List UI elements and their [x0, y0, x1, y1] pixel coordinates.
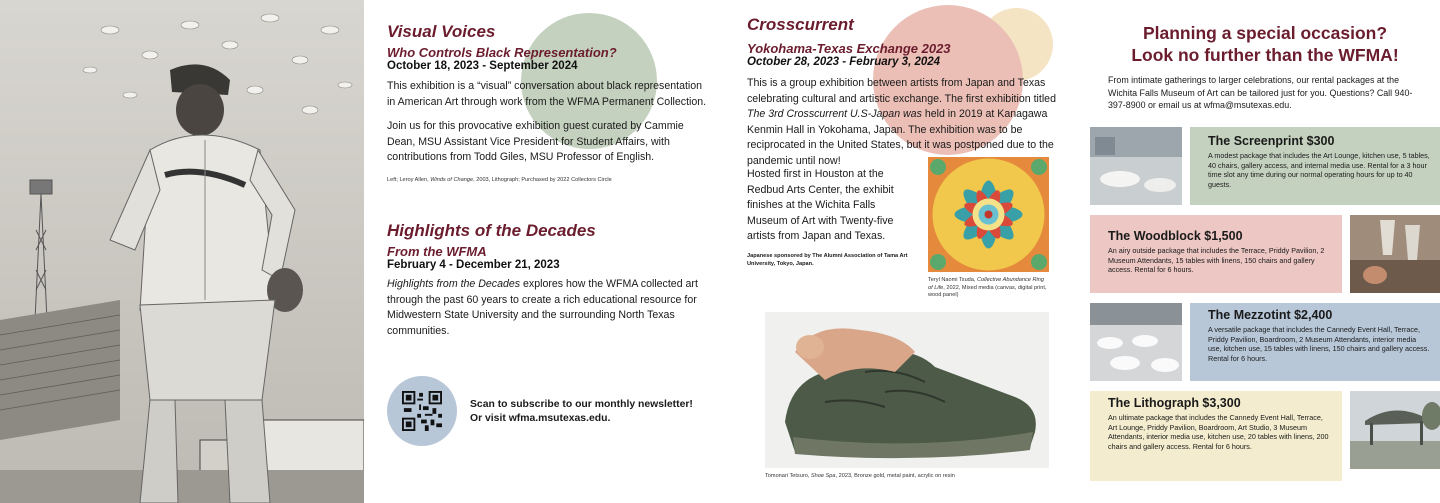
rentals-heading-line2: Look no further than the WFMA! [1131, 45, 1399, 65]
crosscurrent-para1: This is a group exhibition between artists from Japan and Texas celebrating cultural and artistic exchange. The first exhibition titled The 3rd Crosscurrent U.S-Japan was held in 2019 at Kanagawa Kenmin Hall in Yokohama, Japan. The exhibition was to be reciprocated in the United States, but it was postponed due to the pandemic until now! [747, 77, 1056, 167]
rental-photo-art-lounge [1090, 127, 1182, 205]
highlights-dates: February 4 - December 21, 2023 [387, 259, 560, 271]
mandala-artwork [928, 157, 1049, 272]
newsletter-text [470, 398, 720, 426]
rentals-heading [1090, 22, 1440, 66]
visual-voices-para2: Join us for this provocative exhibition guest curated by Cammie Dean, MSU Assistant Vice President for Student Affairs, with contributions from Todd Giles, MSU Professor of English. [387, 120, 684, 163]
rental-card-screenprint[interactable] [1190, 127, 1440, 205]
visual-voices-subtitle: Who Controls Black Representation? [387, 45, 617, 60]
crosscurrent-para2: Hosted first in Houston at the Redbud Arts Center, the exhibit finishes at the Wichita Falls Museum of Art with Twenty-five artists from Japan and Texas. [747, 168, 894, 242]
shoe-caption: Tomonari Tetsuro, Shoe Spa, 2023, Bronze gold, metal paint, acrylic on resin [765, 473, 955, 479]
crosscurrent-title: Crosscurrent [747, 15, 854, 34]
lithograph-illustration [0, 0, 364, 503]
crosscurrent-section [747, 15, 1065, 169]
newsletter-line2[interactable]: Or visit wfma.msutexas.edu. [470, 413, 611, 424]
rental-desc: An ultimate package that includes the Cannedy Event Hall, Terrace, Art Lounge, Priddy Pavilion, Boardroom, Art Studio, 3 Museum Attendants, interior media use, kitchen use, 20 tables with linens, 200 chairs and gallery access. Rental for 6 hours. [1108, 413, 1329, 451]
rental-photo-pavilion [1350, 391, 1440, 469]
baseball-player-illustration [0, 0, 364, 503]
newsletter-line1: Scan to subscribe to our monthly newsletter! [470, 399, 693, 410]
rental-title: The Mezzotint $2,400 [1208, 308, 1333, 322]
visual-voices-caption: Left; Leroy Allen, Winds of Change, 2003, Lithograph; Purchased by 2022 Collectors Circle [387, 176, 612, 183]
mandala-svg [928, 157, 1049, 272]
qr-code-icon[interactable] [402, 391, 442, 431]
rental-card-lithograph[interactable] [1090, 391, 1342, 481]
mandala-caption: Teryl Naomi Tsuda, Collective Abundance Ring of Life, 2022, Mixed media (canvas, digital print, wood panel) [928, 277, 1047, 298]
rental-title: The Woodblock $1,500 [1108, 229, 1243, 243]
highlights-title: Highlights of the Decades [387, 221, 596, 240]
rental-photo-event-hall [1090, 303, 1182, 381]
rental-desc: A versatile package that includes the Cannedy Event Hall, Terrace, Priddy Pavilion, Boardroom, 2 Museum Attendants, interior media use, kitchen use, 15 tables with linens, 150 chairs and gallery access. Rental for 6 hours. [1208, 325, 1430, 363]
crosscurrent-subtitle: Yokohama-Texas Exchange 2023 [747, 41, 951, 56]
rental-title: The Screenprint $300 [1208, 134, 1335, 148]
rental-desc: An airy outside package that includes the Terrace, Priddy Pavilion, 2 Museum Attendants, 15 tables with linens, 150 chairs and gallery access. Rental for 6 hours. [1108, 246, 1325, 275]
bronze-shoe-sculpture [765, 312, 1049, 468]
rental-desc: A modest package that includes the Art Lounge, kitchen use, 5 tables, 40 chairs, gallery access, and internal media use. Rental for a 3 hour time slot any time during our normal operating hours for up to 40 guests. [1208, 151, 1430, 189]
highlights-para: Highlights from the Decades explores how the WFMA collected art through the past 60 years to create a rich educational resource for Midwestern State University and the surrounding North Texas communities. [387, 278, 698, 337]
highlights-section [387, 221, 712, 339]
visual-voices-dates: October 18, 2023 - September 2024 [387, 60, 578, 72]
rentals-intro: From intimate gatherings to larger celebrations, our rental packages at the Wichita Falls Museum of Art can be tailored just for you. Questions? Call 940-397-8900 or email us at wfma@msutexas.edu. [1108, 75, 1413, 111]
qr-circle[interactable] [387, 376, 457, 446]
rentals-heading-line1: Planning a special occasion? [1142, 23, 1388, 43]
rental-card-woodblock[interactable] [1090, 215, 1342, 293]
crosscurrent-sponsor: Japanese sponsored by The Alumni Association of Tama Art University, Tokyo, Japan. [747, 253, 908, 267]
visual-voices-title: Visual Voices [387, 22, 496, 41]
rental-title: The Lithograph $3,300 [1108, 396, 1241, 410]
crosscurrent-dates: October 28, 2023 - February 3, 2024 [747, 56, 941, 68]
visual-voices-para1: This exhibition is a “visual” conversation about black representation in American Art through work from the WFMA Permanent Collection. [387, 80, 707, 108]
rental-photo-toast [1350, 215, 1440, 293]
shoe-svg [765, 312, 1049, 468]
visual-voices-section [387, 22, 712, 184]
rental-card-mezzotint[interactable] [1190, 303, 1440, 381]
highlights-subtitle: From the WFMA [387, 244, 487, 259]
